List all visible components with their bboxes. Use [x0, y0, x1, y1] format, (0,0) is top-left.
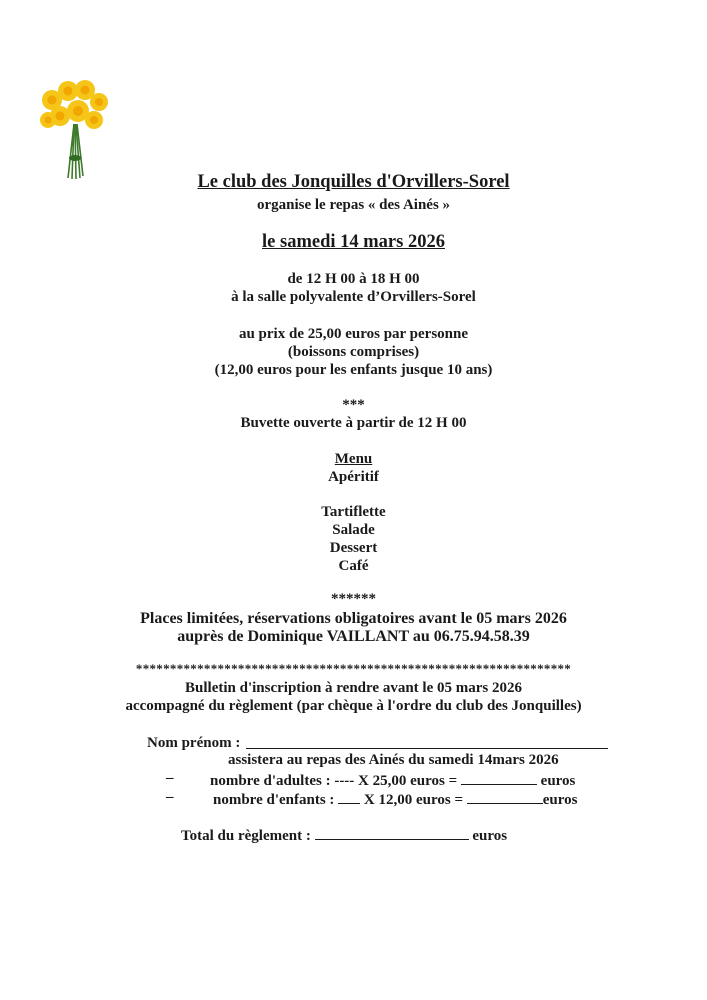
bulletin-deadline: Bulletin d'inscription à rendre avant le 05 mars 2026: [185, 680, 522, 696]
separator-stars-1: ***: [342, 397, 365, 413]
total-label: Total du règlement :: [181, 828, 311, 844]
total-amount-field[interactable]: [315, 825, 469, 840]
adults-amount-field[interactable]: [461, 770, 537, 785]
name-label: Nom prénom :: [147, 735, 241, 751]
menu-item: Tartiflette: [321, 504, 386, 520]
event-venue: à la salle polyvalente d’Orvillers-Sorel: [231, 289, 476, 305]
menu-item: Dessert: [329, 540, 378, 556]
menu-title: Menu: [334, 451, 373, 467]
adults-euros: euros: [540, 773, 576, 789]
attendance-text: assistera au repas des Ainés du samedi 14mars 2026: [228, 752, 559, 768]
dash-adults: –: [166, 770, 174, 786]
children-euros: euros: [542, 792, 578, 808]
daffodil-bouquet-icon: [38, 78, 110, 182]
children-price-label: X 12,00 euros =: [363, 792, 464, 808]
children-label: nombre d'enfants :: [213, 792, 335, 808]
children-row: [213, 789, 578, 809]
children-count-field[interactable]: [338, 789, 360, 804]
reservation-contact: auprès de Dominique VAILLANT au 06.75.94.58.39: [177, 628, 530, 645]
menu-item: Apéritif: [328, 469, 379, 485]
bulletin-payment: accompagné du règlement (par chèque à l'ordre du club des Jonquilles): [125, 698, 582, 714]
event-drinks: (boissons comprises): [287, 344, 420, 360]
event-subtitle: organise le repas « des Ainés »: [256, 197, 451, 213]
name-field[interactable]: [246, 733, 608, 749]
club-title: Le club des Jonquilles d'Orvillers-Sorel: [197, 172, 510, 192]
separator-stars-line: ****************************************************************: [135, 661, 572, 676]
event-children-price: (12,00 euros pour les enfants jusque 10 ans): [214, 362, 493, 378]
total-row: [181, 825, 507, 845]
children-amount-field[interactable]: [467, 789, 543, 804]
menu-item: Café: [338, 558, 369, 574]
dash-children: –: [166, 789, 174, 805]
adults-row: [210, 770, 575, 790]
separator-stars-2: ******: [331, 591, 376, 607]
reservation-notice: Places limitées, réservations obligatoires avant le 05 mars 2026: [140, 610, 567, 627]
total-euros: euros: [472, 828, 508, 844]
event-date: le samedi 14 mars 2026: [262, 232, 445, 252]
adults-label: nombre d'adultes : ---- X 25,00 euros =: [210, 773, 458, 789]
bar-opening: Buvette ouverte à partir de 12 H 00: [240, 415, 467, 431]
event-price: au prix de 25,00 euros par personne: [238, 326, 469, 342]
menu-item: Salade: [332, 522, 375, 538]
event-hours: de 12 H 00 à 18 H 00: [287, 271, 420, 287]
